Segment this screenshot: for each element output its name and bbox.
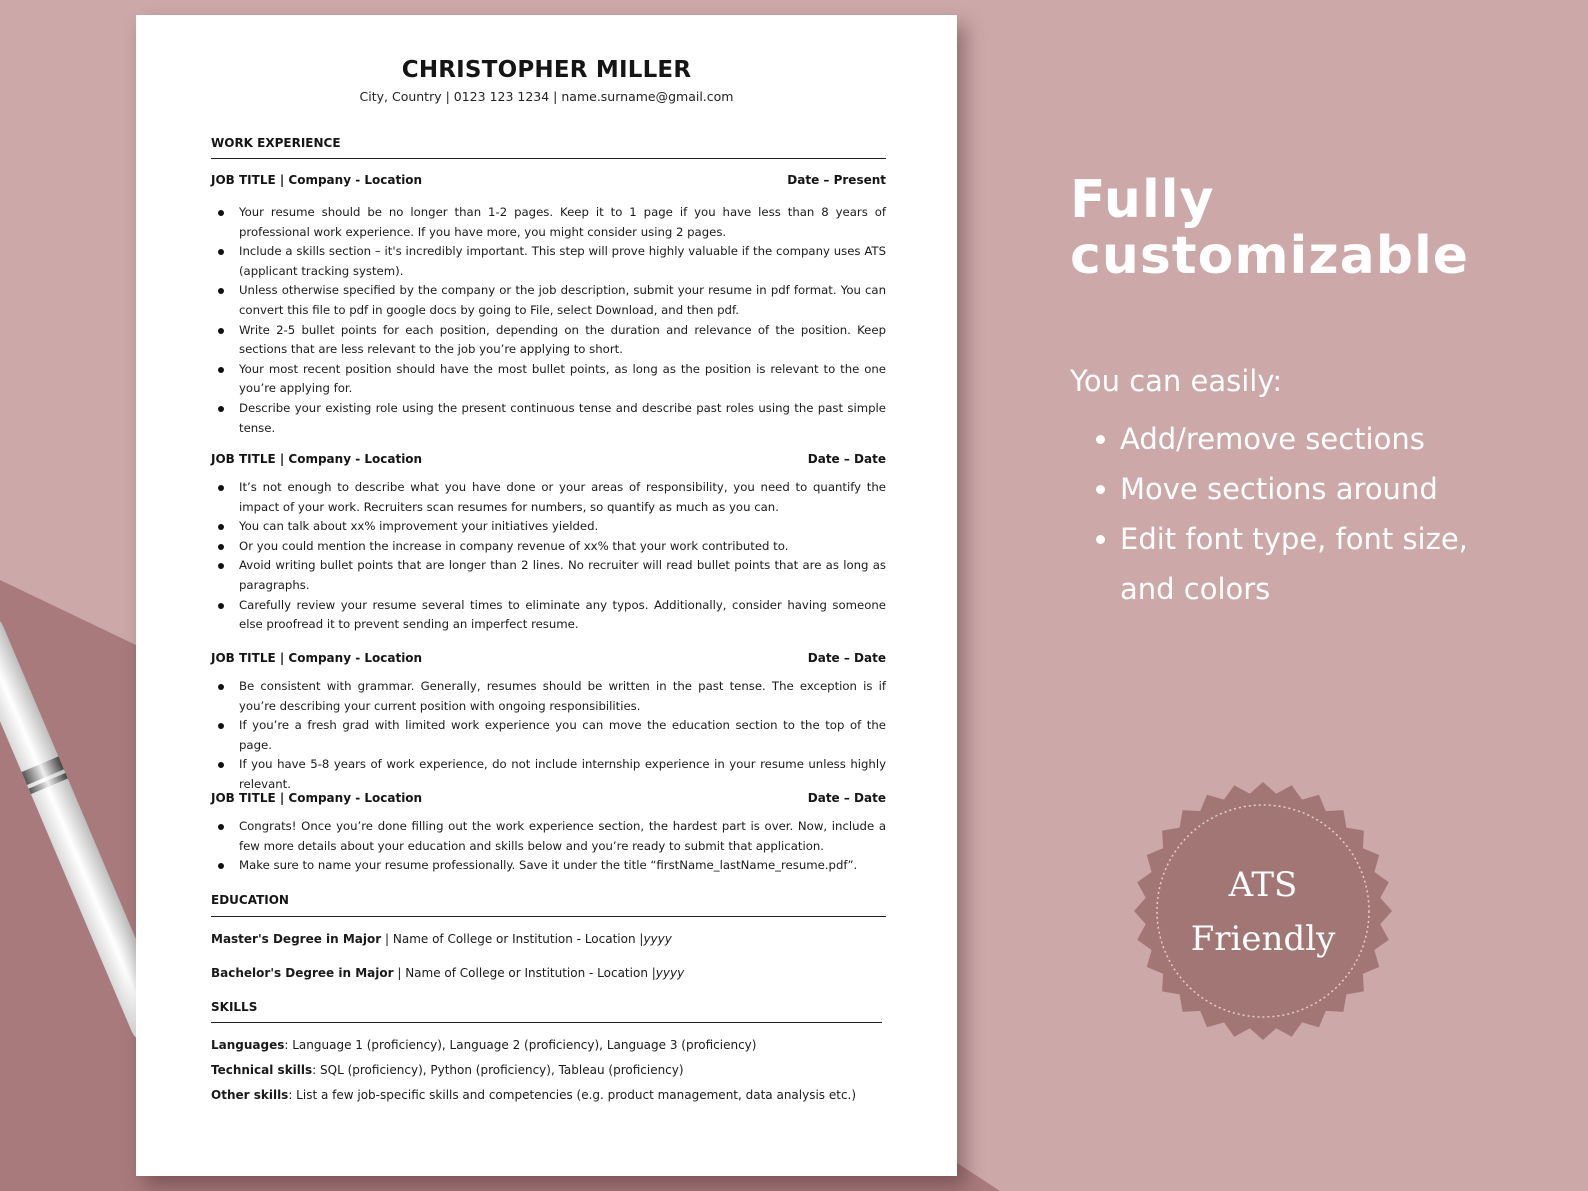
skills-heading: SKILLS <box>211 1000 258 1014</box>
list-item: Edit font type, font size, and colors <box>1096 514 1516 614</box>
list-item: Write 2-5 bullet points for each position, depending on the duration and relevance of the position. Keep sections that are less relevant to the job you’re applying to short. <box>211 321 886 360</box>
badge-text <box>1132 858 1394 966</box>
skill-label: Languages <box>211 1038 285 1052</box>
skill-value: : Language 1 (proficiency), Language 2 (proficiency), Language 3 (proficiency) <box>284 1038 757 1052</box>
headline-line: Fully <box>1070 170 1215 230</box>
job-date: Date – Date <box>807 452 886 466</box>
list-item: Your resume should be no longer than 1-2 pages. Keep it to 1 page if you have less than 8 years of professional work experience. If you have more, you might consider using 2 pages. <box>211 203 886 242</box>
degree: Master's Degree in Major <box>211 932 382 946</box>
job-bullets <box>211 817 886 876</box>
skill-value: : List a few job-specific skills and competencies (e.g. product management, data analysis etc.) <box>288 1088 857 1102</box>
job-title: JOB TITLE | Company - Location <box>211 173 423 187</box>
job-title: JOB TITLE | Company - Location <box>211 791 423 805</box>
promo-headline <box>1070 172 1530 284</box>
job-date: Date – Date <box>807 791 886 805</box>
skill-item <box>211 1063 684 1077</box>
list-item: You can talk about xx% improvement your initiatives yielded. <box>211 517 886 537</box>
education-heading: EDUCATION <box>211 893 289 907</box>
list-item: If you have 5-8 years of work experience, do not include internship experience in your resume unless highly relevant. <box>211 755 886 794</box>
degree: Bachelor's Degree in Major <box>211 966 394 980</box>
list-item: Move sections around <box>1096 464 1516 514</box>
list-item: Be consistent with grammar. Generally, resumes should be written in the past tense. The exception is if you’re describing your current position with ongoing responsibilities. <box>211 677 886 716</box>
section-rule <box>211 158 886 159</box>
work-experience-heading: WORK EXPERIENCE <box>211 136 341 150</box>
skill-value: : SQL (proficiency), Python (proficiency), Tableau (proficiency) <box>312 1063 684 1077</box>
job-header <box>211 651 886 665</box>
list-item: Congrats! Once you’re done filling out the work experience section, the hardest part is over. Now, include a few more details about your education and skills below and you’re ready to submit that application. <box>211 817 886 856</box>
skill-label: Other skills <box>211 1088 289 1102</box>
job-bullets <box>211 677 886 795</box>
school: | Name of College or Institution - Location | <box>381 932 644 946</box>
job-title: JOB TITLE | Company - Location <box>211 452 423 466</box>
list-item: It’s not enough to describe what you have done or your areas of responsibility, you need to quantify the impact of your work. Recruiters scan resumes for numbers, so quantify as much as you can. <box>211 478 886 517</box>
list-item: Carefully review your resume several times to eliminate any typos. Additionally, consider having someone else proofread it to prevent sending an imperfect resume. <box>211 596 886 635</box>
list-item: Your most recent position should have the most bullet points, as long as the position is relevant to the one you’re applying for. <box>211 360 886 399</box>
list-item: Avoid writing bullet points that are longer than 2 lines. No recruiter will read bullet points that are as long as paragraphs. <box>211 556 886 595</box>
list-item: Add/remove sections <box>1096 414 1516 464</box>
education-item <box>211 966 684 980</box>
skill-label: Technical skills <box>211 1063 313 1077</box>
badge-line: Friendly <box>1190 919 1336 959</box>
education-item <box>211 932 672 946</box>
resume-contact: City, Country | 0123 123 1234 | name.surname@gmail.com <box>359 89 734 104</box>
year: yyyy <box>655 966 685 980</box>
job-title: JOB TITLE | Company - Location <box>211 651 423 665</box>
section-rule <box>211 916 886 917</box>
job-bullets <box>211 478 886 635</box>
job-date: Date – Date <box>807 651 886 665</box>
promo-intro: You can easily: <box>1070 364 1283 398</box>
year: yyyy <box>643 932 672 946</box>
school: | Name of College or Institution - Location | <box>393 966 656 980</box>
job-header <box>211 173 886 187</box>
list-item: Describe your existing role using the present continuous tense and describe past roles using the past simple tense. <box>211 399 886 438</box>
feature-list <box>1096 414 1516 614</box>
job-header <box>211 791 886 805</box>
list-item: If you’re a fresh grad with limited work experience you can move the education section to the top of the page. <box>211 716 886 755</box>
headline-line: customizable <box>1070 226 1470 286</box>
list-item: Or you could mention the increase in company revenue of xx% that your work contributed to. <box>211 537 886 557</box>
skill-item <box>211 1038 756 1052</box>
job-bullets <box>211 203 886 438</box>
list-item: Unless otherwise specified by the company or the job description, submit your resume in pdf format. You can convert this file to pdf in google docs by going to File, select Download, and then pdf. <box>211 281 886 320</box>
section-rule <box>211 1022 882 1023</box>
list-item: Include a skills section – it's incredibly important. This step will prove highly valuable if the company uses ATS (applicant tracking system). <box>211 242 886 281</box>
badge-line: ATS <box>1228 865 1298 905</box>
job-date: Date – Present <box>787 173 886 187</box>
resume-name: CHRISTOPHER MILLER <box>401 57 692 83</box>
resume-page <box>136 15 957 1176</box>
job-header <box>211 452 886 466</box>
skill-item <box>211 1088 856 1102</box>
list-item: Make sure to name your resume professionally. Save it under the title “firstName_lastName_resume.pdf”. <box>211 856 886 876</box>
